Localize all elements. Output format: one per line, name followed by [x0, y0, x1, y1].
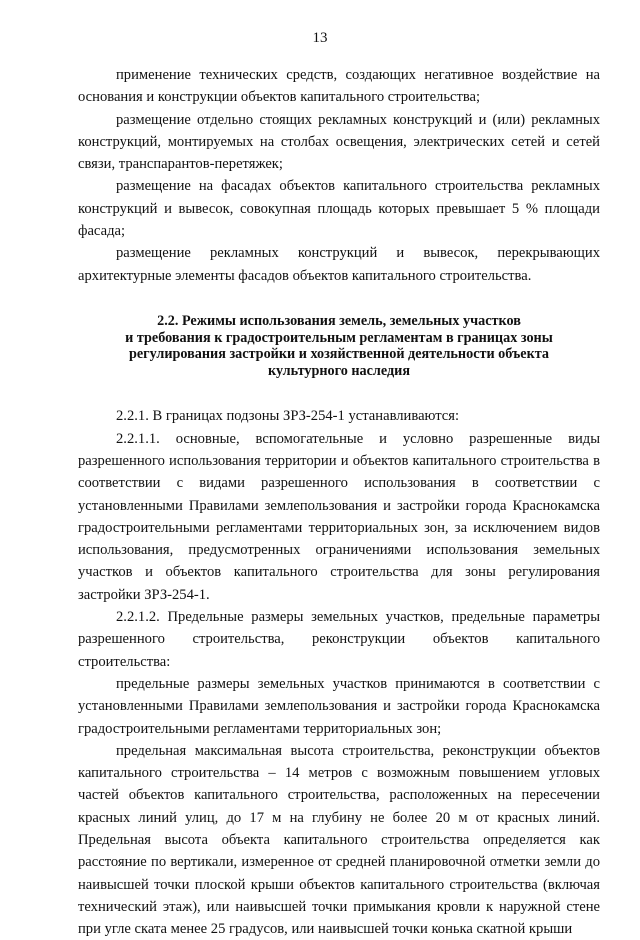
paragraph: размещение на фасадах объектов капитального строительства рекламных конструкций и вывесок, совокупная площадь которых превышает 5 % площади фасада;	[78, 178, 600, 240]
document-body	[78, 64, 600, 940]
heading-line: и требования к градостроительным регламентам в границах зоны	[125, 329, 553, 346]
paragraph: применение технических средств, создающих негативное воздействие на основания и конструкции объектов капитального строительства;	[78, 67, 600, 106]
heading-line: регулирования застройки и хозяйственной деятельности объекта	[128, 346, 549, 363]
page-number: 13	[312, 30, 328, 46]
paragraph: предельные размеры земельных участков принимаются в соответствии с установленными Правилами землепользования и застройки города Краснокамска градостроительными регламентами территориальных зон;	[78, 675, 600, 737]
paragraph: 2.2.1. В границах подзоны ЗРЗ-254-1 устанавливаются:	[116, 408, 460, 425]
paragraph: предельная максимальная высота строительства, реконструкции объектов капитального строительства – 14 метров с возможным повышением угловых частей объектов капитального строительства, расположенных на пересечении красных линий улиц, до 17 м на глубину не более 20 м от красных линий. Предельная высота объекта капитального строительства определяется как расстояние по вертикали, измеренное от средней планировочной отметки земли до наивысшей точки плоской крыши объектов капитального строительства (включая технический этаж), или наивысшей точки примыкания кровли к наружной стене при угле ската менее 25 градусов, или наивысшей точки конька скатной крыши	[78, 742, 600, 938]
heading-line: 2.2. Режимы использования земель, земельных участков	[157, 312, 521, 329]
heading-line: культурного наследия	[267, 362, 411, 379]
paragraph: 2.2.1.2. Предельные размеры земельных участков, предельные параметры разрешенного строительства, реконструкции объектов капитального строительства:	[78, 609, 600, 670]
section-heading	[78, 313, 600, 379]
paragraph: размещение рекламных конструкций и вывесок, перекрывающих архитектурные элементы фасадов объектов капитального строительства.	[78, 245, 600, 284]
paragraph: 2.2.1.1. основные, вспомогательные и условно разрешенные виды разрешенного использования территории и объектов капитального строительства в соответствии с видами разрешенного использования в соответствии с установленными Правилами землепользования и застройки города Краснокамска градостроительными регламентами территориальных зон, за исключением видов использования, предусмотренных ограничениями использования земельных участков и объектов капитального строительства для зоны регулирования застройки ЗРЗ-254-1.	[78, 430, 600, 603]
paragraph: размещение отдельно стоящих рекламных конструкций и (или) рекламных конструкций, монтируемых на столбах освещения, электрических сетей и сетей связи, транспарантов-перетяжек;	[78, 111, 600, 173]
